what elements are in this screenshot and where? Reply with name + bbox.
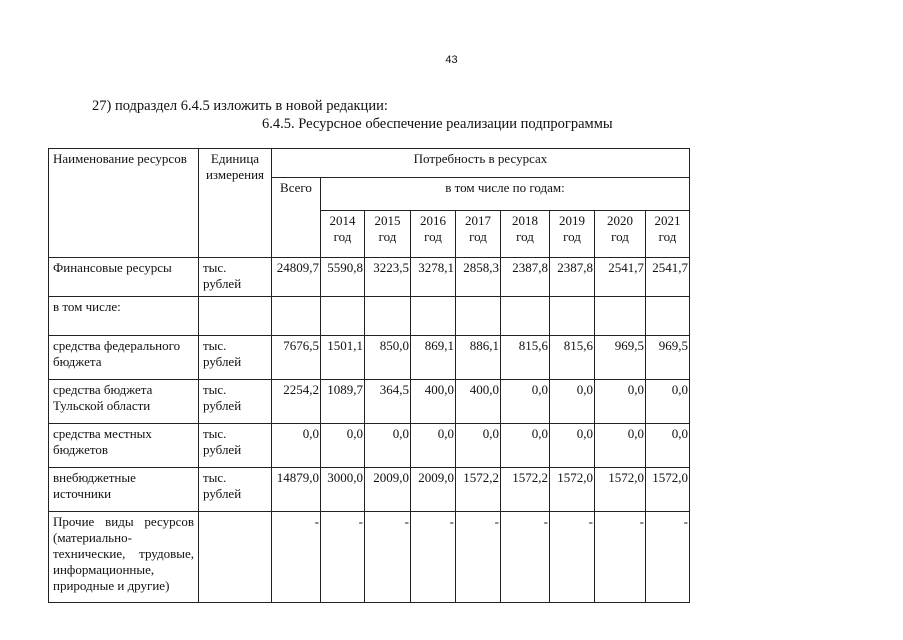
row-year-value: 3223,5 bbox=[365, 258, 411, 297]
row-year-value: 1572,0 bbox=[595, 468, 646, 512]
row-year-value bbox=[321, 297, 365, 336]
table-row bbox=[49, 258, 690, 297]
row-resource-name: средства бюджета Тульской области bbox=[49, 380, 199, 424]
row-year-value: 2009,0 bbox=[365, 468, 411, 512]
resource-table bbox=[48, 148, 690, 603]
row-year-value: 0,0 bbox=[501, 424, 550, 468]
row-year-value: - bbox=[456, 512, 501, 603]
row-year-value: 969,5 bbox=[595, 336, 646, 380]
row-resource-name: в том числе: bbox=[49, 297, 199, 336]
row-year-value: 2541,7 bbox=[646, 258, 690, 297]
row-total-value bbox=[272, 297, 321, 336]
row-year-value: 869,1 bbox=[411, 336, 456, 380]
row-year-value: 0,0 bbox=[456, 424, 501, 468]
row-year-value: - bbox=[411, 512, 456, 603]
row-year-value: 969,5 bbox=[646, 336, 690, 380]
row-year-value: 400,0 bbox=[411, 380, 456, 424]
row-year-value: - bbox=[321, 512, 365, 603]
row-resource-name: Финансовые ресурсы bbox=[49, 258, 199, 297]
row-year-value: - bbox=[595, 512, 646, 603]
header-year: 2017 год bbox=[456, 211, 501, 258]
row-unit bbox=[199, 512, 272, 603]
row-year-value: 1501,1 bbox=[321, 336, 365, 380]
row-year-value: 2387,8 bbox=[501, 258, 550, 297]
row-year-value: 3000,0 bbox=[321, 468, 365, 512]
row-year-value: 815,6 bbox=[550, 336, 595, 380]
row-year-value bbox=[595, 297, 646, 336]
row-year-value: 2541,7 bbox=[595, 258, 646, 297]
row-year-value: 1089,7 bbox=[321, 380, 365, 424]
row-year-value: 0,0 bbox=[321, 424, 365, 468]
row-year-value bbox=[456, 297, 501, 336]
row-year-value bbox=[501, 297, 550, 336]
row-year-value: 0,0 bbox=[595, 424, 646, 468]
row-year-value: 886,1 bbox=[456, 336, 501, 380]
row-year-value: - bbox=[365, 512, 411, 603]
row-year-value: - bbox=[550, 512, 595, 603]
header-year: 2015 год bbox=[365, 211, 411, 258]
row-resource-name: внебюджетные источники bbox=[49, 468, 199, 512]
table-row bbox=[49, 380, 690, 424]
header-year: 2019 год bbox=[550, 211, 595, 258]
row-year-value bbox=[646, 297, 690, 336]
row-year-value bbox=[550, 297, 595, 336]
row-year-value: 5590,8 bbox=[321, 258, 365, 297]
table-row bbox=[49, 424, 690, 468]
row-year-value: 3278,1 bbox=[411, 258, 456, 297]
row-year-value: 0,0 bbox=[595, 380, 646, 424]
row-year-value: 0,0 bbox=[550, 424, 595, 468]
row-year-value bbox=[411, 297, 456, 336]
header-year: 2021 год bbox=[646, 211, 690, 258]
row-unit: тыс. рублей bbox=[199, 424, 272, 468]
row-year-value: 0,0 bbox=[411, 424, 456, 468]
row-year-value: - bbox=[501, 512, 550, 603]
row-year-value: 400,0 bbox=[456, 380, 501, 424]
table-row bbox=[49, 468, 690, 512]
header-year: 2020 год bbox=[595, 211, 646, 258]
header-year: 2016 год bbox=[411, 211, 456, 258]
row-year-value: 1572,0 bbox=[550, 468, 595, 512]
row-year-value: 0,0 bbox=[646, 424, 690, 468]
row-resource-name: средства местных бюджетов bbox=[49, 424, 199, 468]
row-year-value: 850,0 bbox=[365, 336, 411, 380]
row-unit: тыс. рублей bbox=[199, 336, 272, 380]
row-year-value: 1572,0 bbox=[646, 468, 690, 512]
row-year-value: 1572,2 bbox=[501, 468, 550, 512]
row-resource-name: Прочие виды ресурсов (материально-технические, трудовые, информационные, природные и другие) bbox=[49, 512, 199, 603]
row-resource-name: средства федерального бюджета bbox=[49, 336, 199, 380]
row-unit: тыс. рублей bbox=[199, 468, 272, 512]
header-total: Всего bbox=[272, 178, 321, 258]
header-by-years: в том числе по годам: bbox=[321, 178, 690, 211]
header-need: Потребность в ресурсах bbox=[272, 149, 690, 178]
row-year-value: 2009,0 bbox=[411, 468, 456, 512]
header-year: 2018 год bbox=[501, 211, 550, 258]
header-unit: Единица измерения bbox=[199, 149, 272, 258]
header-year: 2014 год bbox=[321, 211, 365, 258]
row-year-value: 0,0 bbox=[365, 424, 411, 468]
section-title: 6.4.5. Ресурсное обеспечение реализации подпрограммы bbox=[262, 116, 613, 132]
table-row bbox=[49, 512, 690, 603]
row-year-value: - bbox=[646, 512, 690, 603]
row-total-value: - bbox=[272, 512, 321, 603]
row-total-value: 2254,2 bbox=[272, 380, 321, 424]
row-year-value: 364,5 bbox=[365, 380, 411, 424]
table-row bbox=[49, 336, 690, 380]
row-year-value: 1572,2 bbox=[456, 468, 501, 512]
row-year-value bbox=[365, 297, 411, 336]
row-unit: тыс. рублей bbox=[199, 380, 272, 424]
row-year-value: 0,0 bbox=[550, 380, 595, 424]
page-number: 43 bbox=[445, 54, 458, 66]
row-total-value: 24809,7 bbox=[272, 258, 321, 297]
header-resource-name: Наименование ресурсов bbox=[49, 149, 199, 258]
row-year-value: 2387,8 bbox=[550, 258, 595, 297]
row-total-value: 7676,5 bbox=[272, 336, 321, 380]
row-year-value: 0,0 bbox=[501, 380, 550, 424]
row-total-value: 14879,0 bbox=[272, 468, 321, 512]
row-unit bbox=[199, 297, 272, 336]
row-unit: тыс. рублей bbox=[199, 258, 272, 297]
row-year-value: 815,6 bbox=[501, 336, 550, 380]
row-year-value: 0,0 bbox=[646, 380, 690, 424]
row-total-value: 0,0 bbox=[272, 424, 321, 468]
row-year-value: 2858,3 bbox=[456, 258, 501, 297]
table-row bbox=[49, 297, 690, 336]
intro-text: 27) подраздел 6.4.5 изложить в новой редакции: bbox=[92, 98, 388, 114]
